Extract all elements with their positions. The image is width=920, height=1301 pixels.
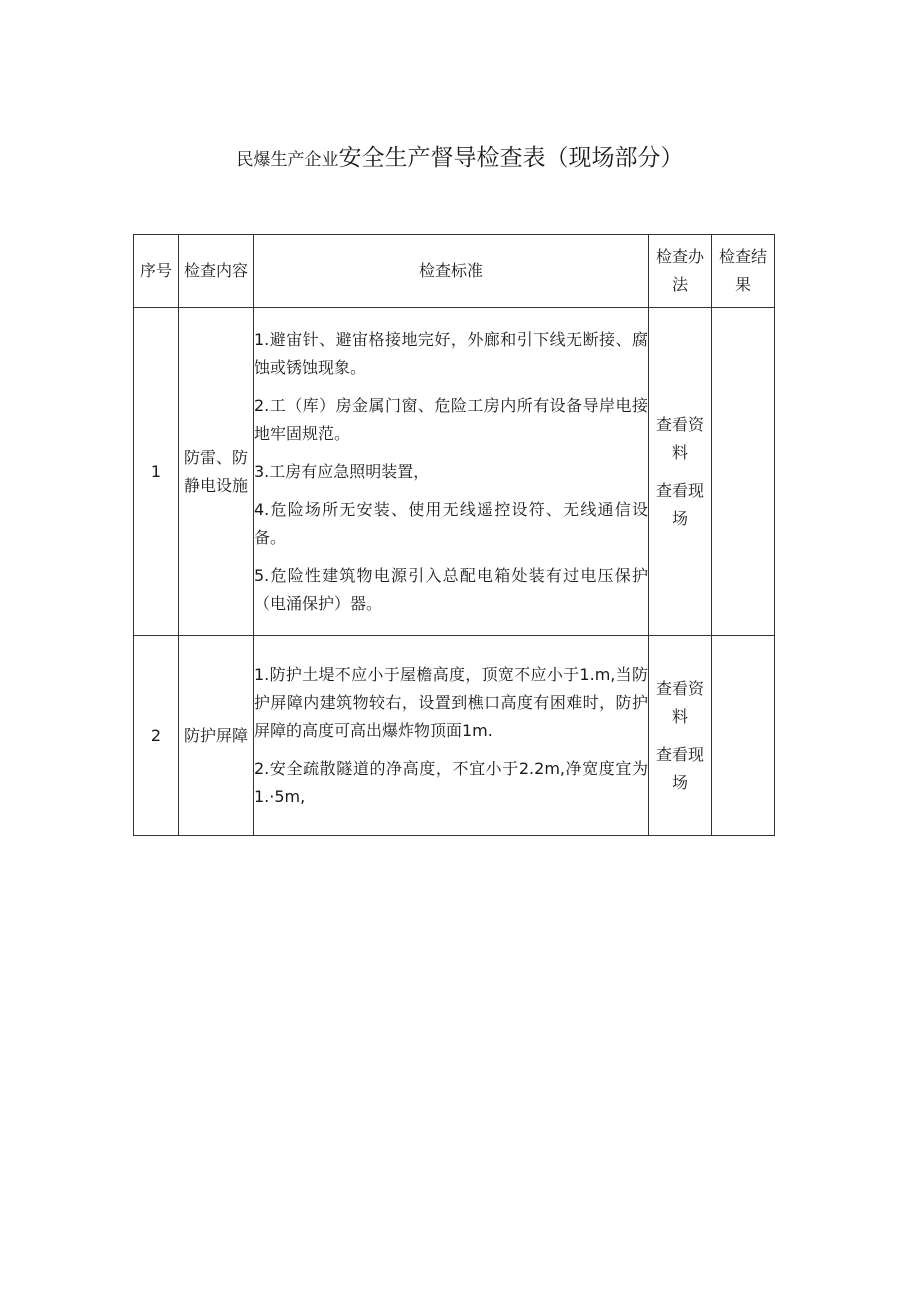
- header-method: 检查办法: [649, 235, 712, 308]
- method-line: 查看现场: [655, 744, 704, 792]
- row-seq: 2: [134, 636, 179, 836]
- row-method: [649, 636, 712, 836]
- standard-line: 2.工（库）房金属门窗、危险工房内所有设备导岸电接地牢固规范。: [254, 395, 648, 443]
- title-main: 安全生产督导检查表（现场部分）: [338, 145, 684, 171]
- table-row: [134, 636, 775, 836]
- row-item: 防护屏障: [179, 636, 254, 836]
- row-method: [649, 308, 712, 636]
- method-line: 查看现场: [655, 480, 704, 528]
- table-header-row: [134, 235, 775, 308]
- header-standard: 检查标准: [254, 235, 649, 308]
- standard-line: 4.危险场所无安装、使用无线遥控设符、无线通信设备。: [254, 499, 648, 547]
- row-result: [712, 308, 775, 636]
- header-item: 检查内容: [179, 235, 254, 308]
- header-result: 检查结果: [712, 235, 775, 308]
- header-seq: 序号: [134, 235, 179, 308]
- method-line: 查看资料: [655, 414, 704, 462]
- table-row: [134, 308, 775, 636]
- standard-line: 3.工房有应急照明装置，: [254, 461, 430, 481]
- row-result: [712, 636, 775, 836]
- title-prefix: 民爆生产企业: [236, 150, 339, 170]
- inspection-table: [133, 234, 775, 836]
- standard-line: 1.防护土堤不应小于屋檐高度，顶宽不应小于1.m,当防护屏障内建筑物较右，设置到樵口高度有困难时，防护屏障的高度可高出爆炸物顶面1m.: [254, 664, 648, 740]
- page-title: [0, 140, 920, 178]
- row-standards: [254, 308, 649, 636]
- row-item: 防雷、防静电设施: [179, 308, 254, 636]
- standard-line: 5.危险性建筑物电源引入总配电箱处装有过电压保护（电涌保护）器。: [254, 565, 648, 613]
- row-standards: [254, 636, 649, 836]
- row-seq: 1: [134, 308, 179, 636]
- standard-line: 2.安全疏散隧道的净高度，不宜小于2.2m,净宽度宜为1.·5m,: [254, 758, 648, 806]
- standard-line: 1.避宙针、避宙格接地完好，外廊和引下线无断接、腐蚀或锈蚀现象。: [254, 329, 648, 377]
- method-line: 查看资料: [655, 678, 704, 726]
